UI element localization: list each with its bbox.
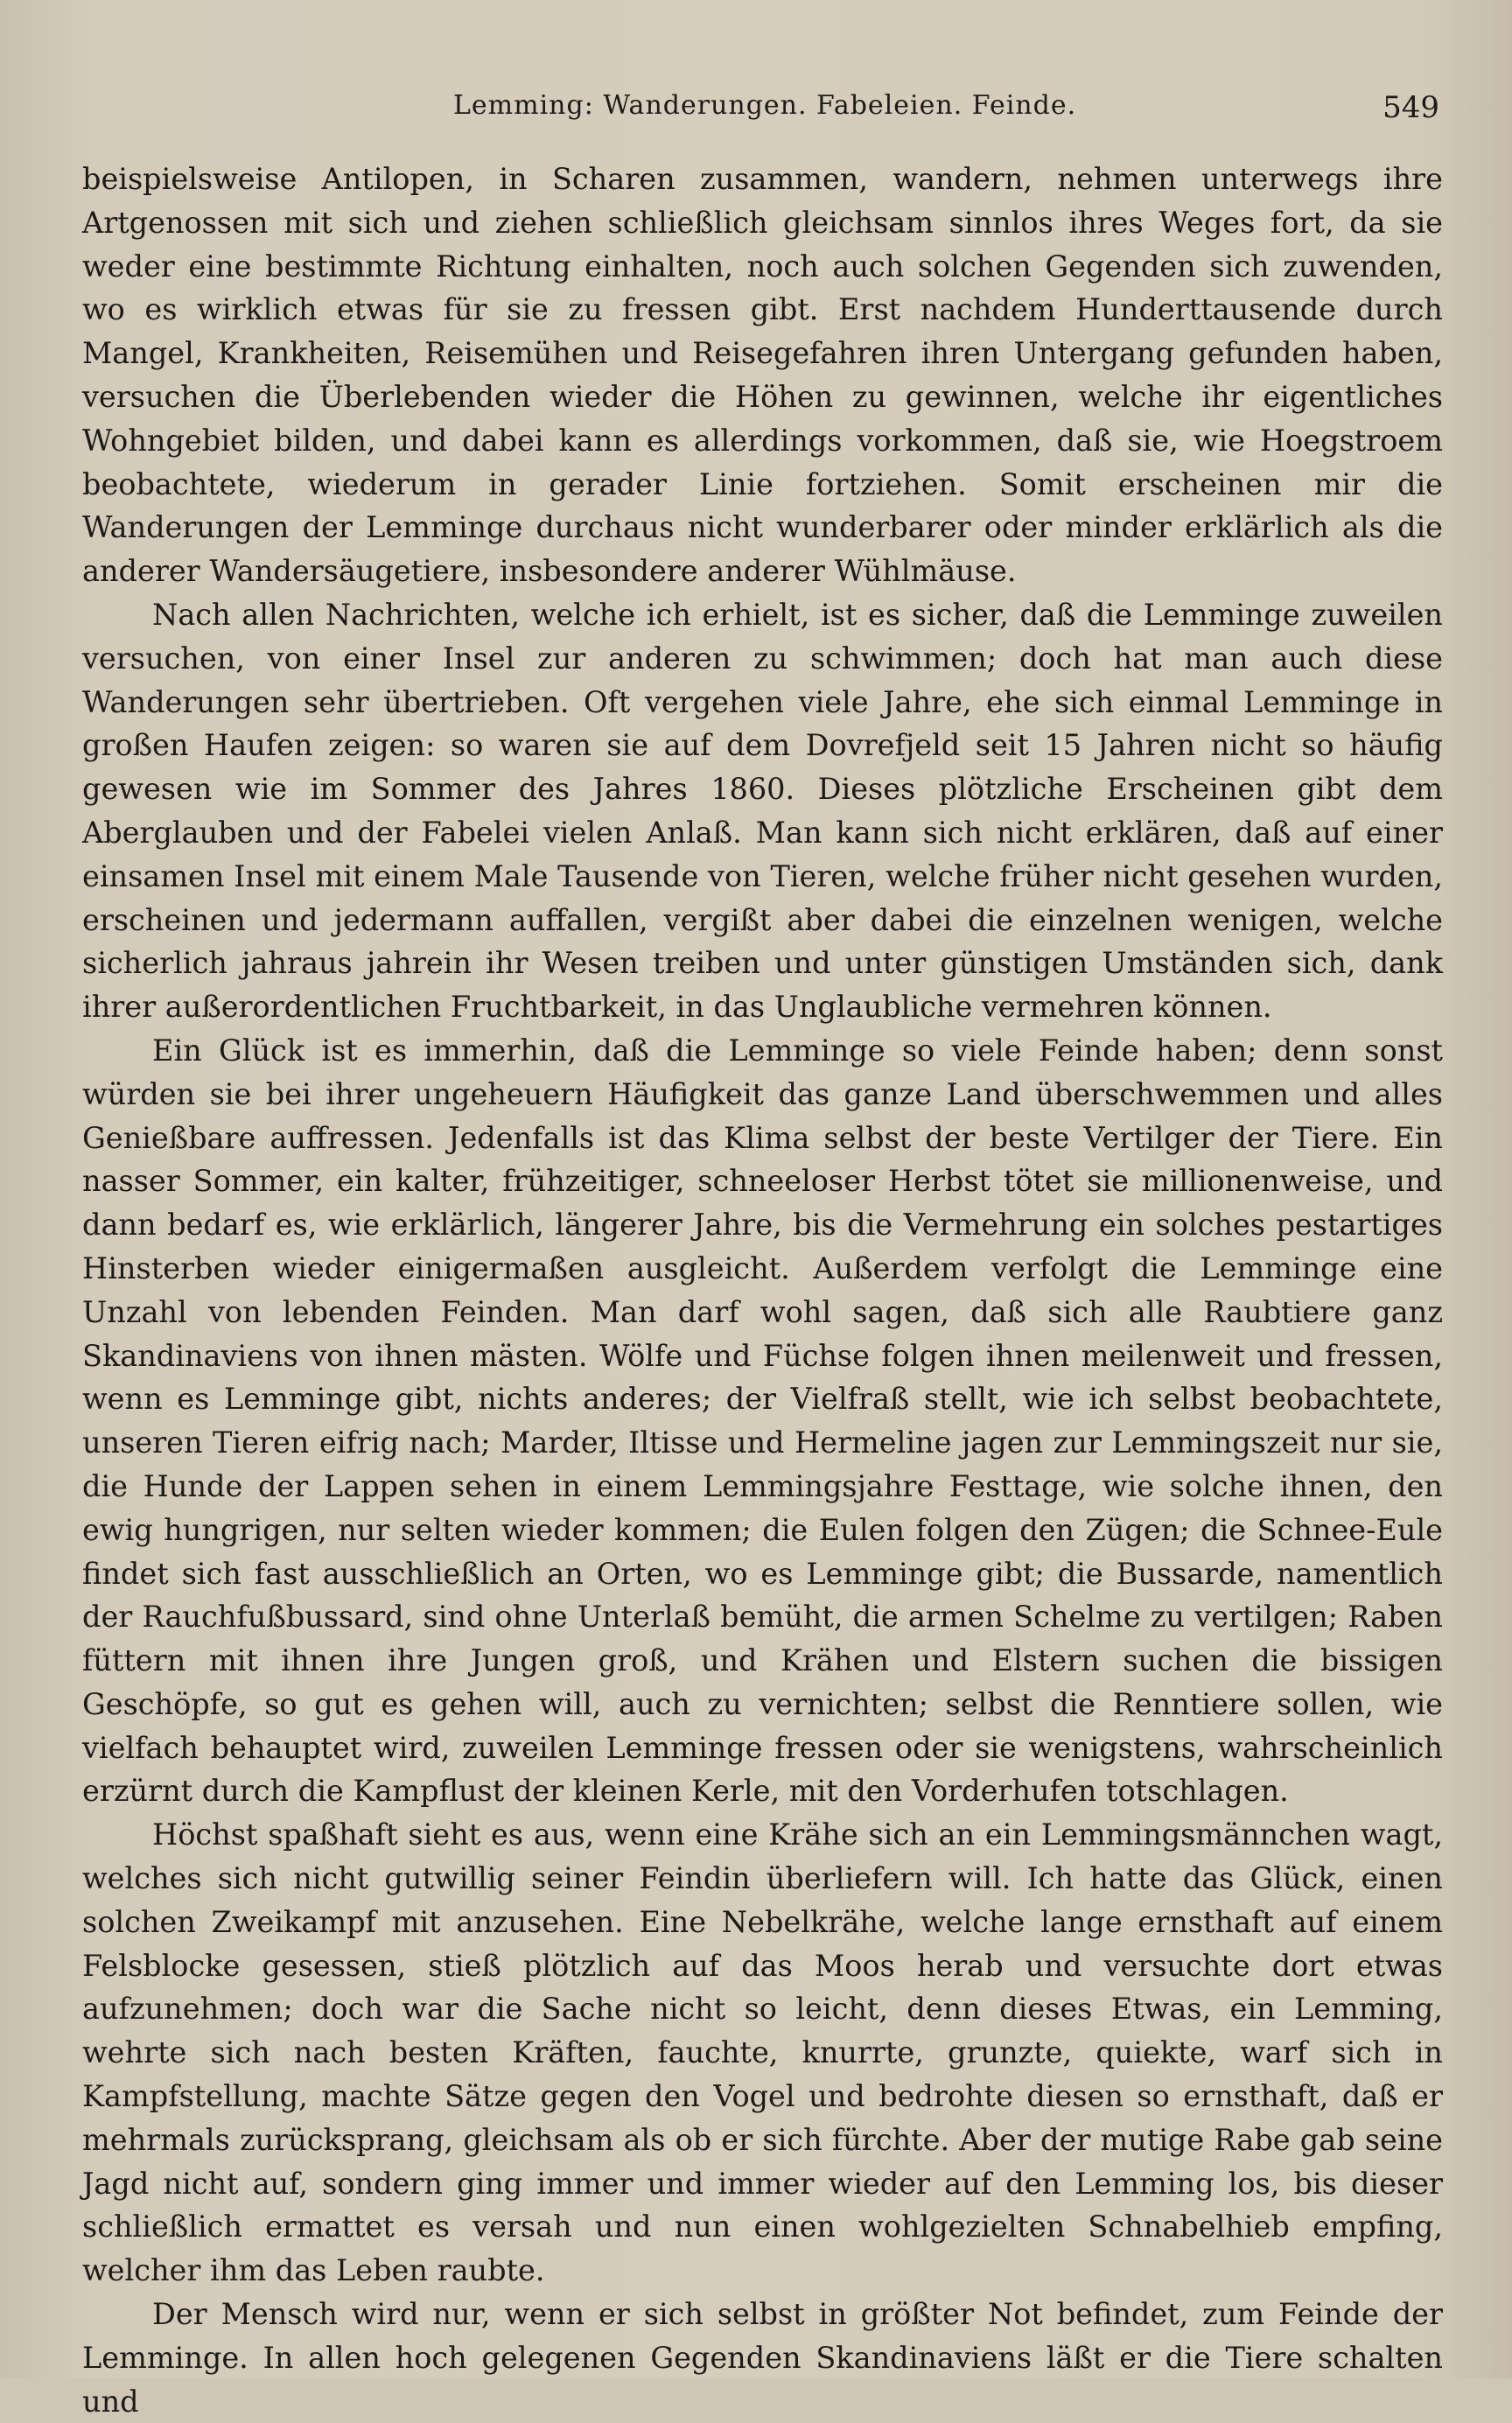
page-number: 549 (1382, 90, 1439, 125)
paragraph-1: beispielsweise Antilopen, in Scharen zusammen, wandern, nehmen unterwegs ihre Artgenossen mit sich und ziehen schließlich gleichsam sinnlos ihres Weges fort, da sie weder eine bestimmte Richtung einhalten, noch auch solchen Gegenden sich zuwenden, wo es wirklich etwas für sie zu fressen gibt. Erst nachdem Hunderttausende durch Mangel, Krankheiten, Reisemühen und Reisegefahren ihren Untergang gefunden haben, versuchen die Überlebenden wieder die Höhen zu gewinnen, welche ihr eigentliches Wohngebiet bilden, und dabei kann es allerdings vorkommen, daß sie, wie Hoegstroem beobachtete, wiederum in gerader Linie fortziehen. Somit erscheinen mir die Wanderungen der Lemminge durchaus nicht wunderbarer oder minder erklärlich als die anderer Wandersäugetiere, insbesondere anderer Wühlmäuse. (82, 162, 1443, 589)
running-title: Lemming: Wanderungen. Fabeleien. Feinde. (453, 90, 1077, 121)
paragraph-2: Nach allen Nachrichten, welche ich erhielt, ist es sicher, daß die Lemminge zuweilen versuchen, von einer Insel zur anderen zu schwimmen; doch hat man auch diese Wanderungen sehr übertrieben. Oft vergehen viele Jahre, ehe sich einmal Lemminge in großen Haufen zeigen: so waren sie auf dem Dovrefjeld seit 15 Jahren nicht so häufig gewesen wie im Sommer des Jahres 1860. Dieses plötzliche Erscheinen gibt dem Aberglauben und der Fabelei vielen Anlaß. Man kann sich nicht erklären, daß auf einer einsamen Insel mit einem Male Tausende von Tieren, welche früher nicht gesehen wurden, erscheinen und jedermann auffallen, vergißt aber dabei die einzelnen wenigen, welche sicherlich jahraus jahrein ihr Wesen treiben und unter günstigen Umständen sich, dank ihrer außerordentlichen Fruchtbarkeit, in das Unglaubliche vermehren können. (82, 597, 1443, 1025)
paragraph-4: Höchst spaßhaft sieht es aus, wenn eine Krähe sich an ein Lemmingsmännchen wagt, welches sich nicht gutwillig seiner Feindin überliefern will. Ich hatte das Glück, einen solchen Zweikampf mit anzusehen. Eine Nebelkrähe, welche lange ernsthaft auf einem Felsblocke gesessen, stieß plötzlich auf das Moos herab und versuchte dort etwas aufzunehmen; doch war die Sache nicht so leicht, denn dieses Etwas, ein Lemming, wehrte sich nach besten Kräften, fauchte, knurrte, grunzte, quiekte, warf sich in Kampfstellung, machte Sätze gegen den Vogel und bedrohte diesen so ernsthaft, daß er mehrmals zurücksprang, gleichsam als ob er sich fürchte. Aber der mutige Rabe gab seine Jagd nicht auf, sondern ging immer und immer wieder auf den Lemming los, bis dieser schließlich ermattet es versah und nun einen wohlgezielten Schnabelhieb empfing, welcher ihm das Leben raubte. (82, 1817, 1443, 2288)
body-text (82, 158, 1443, 2423)
paragraph-3: Ein Glück ist es immerhin, daß die Lemminge so viele Feinde haben; denn sonst würden sie bei ihrer ungeheuern Häufigkeit das ganze Land überschwemmen und alles Genießbare auffressen. Jedenfalls ist das Klima selbst der beste Vertilger der Tiere. Ein nasser Sommer, ein kalter, frühzeitiger, schneeloser Herbst tötet sie millionenweise, und dann bedarf es, wie erklärlich, längerer Jahre, bis die Vermehrung ein solches pestartiges Hinsterben wieder einigermaßen ausgleicht. Außerdem verfolgt die Lemminge eine Unzahl von lebenden Feinden. Man darf wohl sagen, daß sich alle Raubtiere ganz Skandinaviens von ihnen mästen. Wölfe und Füchse folgen ihnen meilenweit und fressen, wenn es Lemminge gibt, nichts anderes; der Vielfraß stellt, wie ich selbst beobachtete, unseren Tieren eifrig nach; Marder, Iltisse und Hermeline jagen zur Lemmingszeit nur sie, die Hunde der Lappen sehen in einem Lemmingsjahre Festtage, wie solche ihnen, den ewig hungrigen, nur selten wieder kommen; die Eulen folgen den Zügen; die Schnee-Eule findet sich fast ausschließlich an Orten, wo es Lemminge gibt; die Bussarde, namentlich der Rauchfußbussard, sind ohne Unterlaß bemüht, die armen Schelme zu vertilgen; Raben füttern mit ihnen ihre Jungen groß, und Krähen und Elstern suchen die bissigen Geschöpfe, so gut es gehen will, auch zu vernichten; selbst die Renntiere sollen, wie vielfach behauptet wird, zuweilen Lemminge fressen oder sie wenigstens, wahrscheinlich erzürnt durch die Kampflust der kleinen Kerle, mit den Vorderhufen totschlagen. (82, 1033, 1443, 1809)
page-header (411, 90, 1439, 129)
paragraph-5: Der Mensch wird nur, wenn er sich selbst in größter Not befindet, zum Feinde der Lemminge. In allen hoch gelegenen Gegenden Skandinaviens läßt er die Tiere schalten und (82, 2297, 1443, 2419)
